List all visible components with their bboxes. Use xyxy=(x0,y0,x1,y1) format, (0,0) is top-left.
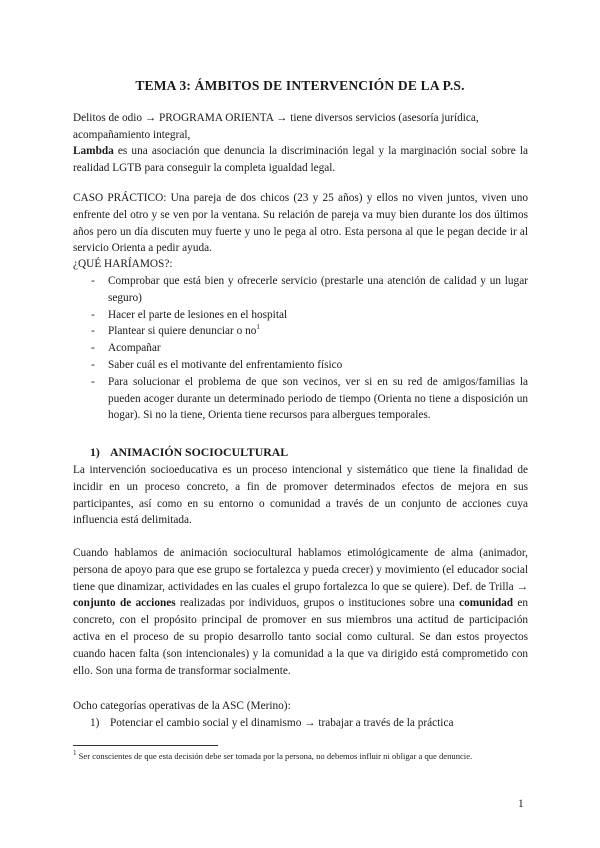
list-item xyxy=(73,273,528,307)
bold-term-comunidad: comunidad xyxy=(459,597,514,610)
lambda-term: Lambda xyxy=(73,145,114,157)
list-item-text: Hacer el parte de lesiones en el hospital xyxy=(108,308,288,321)
list-item-text: Potenciar el cambio social y el dinamismo → trabajar a través de la práctica xyxy=(110,717,454,729)
footnote-text: Ser conscientes de que esta decisión debe ser tomada por la persona, no debemos influir ni obligar a que denuncie. xyxy=(76,751,473,761)
dash-marker: - xyxy=(91,358,95,371)
section-paragraph: La intervención socioeducativa es un proceso intencional y sistemático que tiene la finalidad de incidir en un proceso concreto, a fin de promover determinados efectos de mejora en sus participantes, así como en su entorno o comunidad a través de un conjunto de acciones cuya influencia está delimitada. xyxy=(73,464,528,527)
dash-marker: - xyxy=(91,308,95,321)
list-item-text: Comprobar que está bien y ofrecerle servicio (prestarle una atención de calidad y un lugar seguro) xyxy=(108,275,528,304)
list-item xyxy=(73,357,528,374)
footnote-reference: 1 xyxy=(256,323,260,332)
list-item xyxy=(73,323,528,340)
case-question: ¿QUÉ HARÍAMOS?: xyxy=(73,258,173,270)
dash-marker: - xyxy=(91,375,95,388)
definition-text-b: realizadas por individuos, grupos o instituciones sobre una xyxy=(175,597,460,610)
list-item-text: Para solucionar el problema de que son vecinos, ver si en su red de amigos/familias la pueden acoger durante un determinado periodo de tiempo (Orienta no tiene a disposición un hogar). Si no la tiene, Orienta tiene recursos para albergues temporales. xyxy=(108,375,528,422)
categories-intro: Ocho categorías operativas de la ASC (Merino): xyxy=(73,700,291,712)
list-number: 1) xyxy=(90,717,100,729)
page-title: TEMA 3: ÁMBITOS DE INTERVENCIÓN DE LA P.S. xyxy=(135,78,465,93)
lambda-description: es una asociación que denuncia la discriminación legal y la marginación social sobre la realidad LGTB para conseguir la completa igualdad legal. xyxy=(73,145,528,174)
footnote-number: 1 xyxy=(73,749,77,758)
definition-text-a: Cuando hablamos de animación sociocultural hablamos etimológicamente de alma (animador, persona de apoyo para que ese grupo se fortalezca y pueda crecer) y movimiento (el educador social tiene que dinamizar, actividades en las cuales el grupo fortalezca lo que se quiere). Def. de Trilla → xyxy=(73,547,528,593)
section-number: 1) xyxy=(90,445,100,459)
definition-paragraph xyxy=(73,545,528,679)
footnote-divider xyxy=(73,745,218,746)
footnote xyxy=(73,750,528,763)
case-actions-list xyxy=(73,273,528,424)
definition-text-c: en concreto, con el propósito principal de promover en sus miembros una actitud de participación activa en el proceso de su propio desarrollo tanto social como cultural. Se dan estos proyectos cuando hacen falta (son intencionales) y la comunidad a la que va dirigido está comprometido con ello. Son una forma de transformar socialmente. xyxy=(73,597,528,677)
list-item-text: Plantear si quiere denunciar o no xyxy=(108,325,257,338)
lambda-paragraph xyxy=(73,143,528,177)
numbered-list-item xyxy=(90,715,528,732)
page-number: 1 xyxy=(518,798,524,810)
intro-paragraph: Delitos de odio → PROGRAMA ORIENTA → tiene diversos servicios (asesoría jurídica, acompañamiento integral, xyxy=(73,112,479,141)
list-item-text: Acompañar xyxy=(108,342,161,355)
list-item xyxy=(73,340,528,357)
dash-marker: - xyxy=(91,325,95,338)
list-item xyxy=(73,307,528,324)
section-heading xyxy=(90,445,288,460)
list-item xyxy=(73,374,528,424)
dash-marker: - xyxy=(91,342,95,355)
dash-marker: - xyxy=(91,275,95,287)
section-title: ANIMACIÓN SOCIOCULTURAL xyxy=(110,445,289,459)
bold-term-acciones: conjunto de acciones xyxy=(73,597,176,610)
case-paragraph: CASO PRÁCTICO: Una pareja de dos chicos (23 y 25 años) y ellos no viven juntos, viven uno enfrente del otro y se ven por la ventana. Su relación de pareja va muy bien durante los dos últimos años pero un día discuten muy fuerte y uno le pega al otro. Esta persona al que le pegan decide ir al servicio Orienta a pedir ayuda. xyxy=(73,192,528,255)
list-item-text: Saber cuál es el motivante del enfrentamiento físico xyxy=(108,358,343,371)
